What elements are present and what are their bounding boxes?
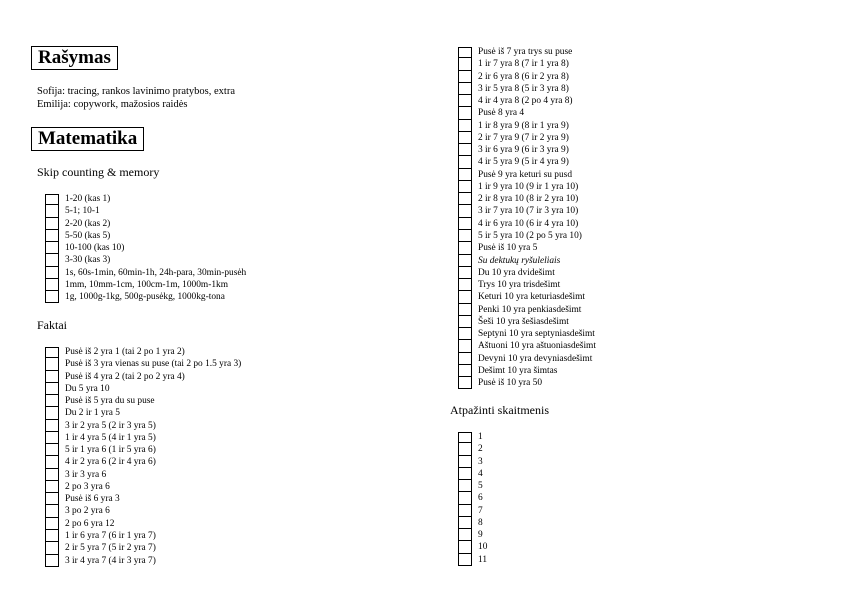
checklist-item-label: 2 ir 7 yra 9 (7 ir 2 yra 9): [478, 132, 569, 143]
checklist-item: [45, 530, 241, 542]
checklist-item-label: 2 po 3 yra 6: [65, 481, 110, 492]
checklist-item-label: 1 ir 6 yra 7 (6 ir 1 yra 7): [65, 530, 156, 541]
checklist-item: [45, 242, 246, 254]
checklist-item-label: Du 5 yra 10: [65, 383, 110, 394]
checklist-item: [458, 169, 596, 181]
checklist-item-label: 3 ir 5 yra 8 (5 ir 3 yra 8): [478, 83, 569, 94]
checklist-item: [458, 71, 596, 83]
checklist-item-label: 1g, 1000g-1kg, 500g-pusėkg, 1000kg-tona: [65, 292, 225, 303]
checklist-item-label: Trys 10 yra trisdešimt: [478, 280, 561, 291]
checkbox[interactable]: [45, 530, 59, 542]
checklist-item: [458, 328, 596, 340]
checklist-item-label: 2-20 (kas 2): [65, 218, 111, 229]
checklist-item: [45, 505, 241, 517]
checklist-item-label: 10: [478, 542, 488, 553]
checklist-item: [45, 407, 241, 419]
checkbox[interactable]: [45, 493, 59, 505]
checklist-item: [458, 316, 596, 328]
checklist-item: [458, 529, 487, 541]
checklist-item-label: 10-100 (kas 10): [65, 243, 125, 254]
checkbox[interactable]: [45, 432, 59, 444]
checkbox[interactable]: [45, 420, 59, 432]
writing-line-sofija: Sofija: tracing, rankos lavinimo pratybos, extra: [37, 86, 235, 97]
checklist-item-label: Aštuoni 10 yra aštuoniasdešimt: [478, 341, 596, 352]
checklist-item: [458, 120, 596, 132]
checklist-item: [458, 279, 596, 291]
checklist-item-label: 3 po 2 yra 6: [65, 506, 110, 517]
skip-counting-title: Skip counting & memory: [37, 165, 160, 179]
checklist-item-label: 2 ir 5 yra 7 (5 ir 2 yra 7): [65, 543, 156, 554]
checkbox[interactable]: [458, 554, 472, 566]
checklist-item-label: 6: [478, 493, 483, 504]
checklist-item: [45, 358, 241, 370]
checklist-item: [45, 420, 241, 432]
checklist-item: [458, 431, 487, 443]
checklist-item-label: 9: [478, 530, 483, 541]
checkbox[interactable]: [458, 304, 472, 316]
checklist-item: [458, 95, 596, 107]
checklist-item: [45, 267, 246, 279]
checkbox[interactable]: [458, 541, 472, 553]
checklist-item-label: 4 ir 2 yra 6 (2 ir 4 yra 6): [65, 457, 156, 468]
checkbox[interactable]: [458, 107, 472, 119]
checklist-item: [458, 144, 596, 156]
checkbox[interactable]: [45, 383, 59, 395]
checkbox[interactable]: [45, 267, 59, 279]
checkbox[interactable]: [458, 377, 472, 389]
checklist-item-label: Pusė iš 4 yra 2 (tai 2 po 2 yra 4): [65, 371, 185, 382]
checklist-item-label: 2 ir 6 yra 8 (6 ir 2 yra 8): [478, 71, 569, 82]
checklist-item-label: Šeši 10 yra šešiasdešimt: [478, 316, 569, 327]
writing-heading: Rašymas: [31, 46, 118, 70]
checklist-item-label: Pusė iš 5 yra du su puse: [65, 396, 155, 407]
checklist-item-label: Pusė iš 2 yra 1 (tai 2 po 1 yra 2): [65, 347, 185, 357]
checklist-item: [458, 340, 596, 352]
checklist-item-label: 5: [478, 481, 483, 492]
checklist-item: [45, 432, 241, 444]
checklist-item-label: Du 10 yra dvidešimt: [478, 267, 555, 278]
checklist-item-label: Penki 10 yra penkiasdešimt: [478, 304, 582, 315]
checkbox[interactable]: [458, 242, 472, 254]
checklist-item-label: 1 ir 4 yra 5 (4 ir 1 yra 5): [65, 432, 156, 443]
checklist-item: [45, 205, 246, 217]
checkbox[interactable]: [45, 481, 59, 493]
facts-continued-list: [458, 46, 596, 389]
checklist-item-label: Keturi 10 yra keturiasdešimt: [478, 292, 586, 303]
checklist-item: [45, 542, 241, 554]
checkbox[interactable]: [458, 83, 472, 95]
checklist-item-label: 11: [478, 554, 488, 565]
checkbox[interactable]: [458, 255, 472, 267]
checklist-item-label: 1 ir 8 yra 9 (8 ir 1 yra 9): [478, 120, 569, 131]
checkbox[interactable]: [45, 371, 59, 383]
checkbox[interactable]: [458, 492, 472, 504]
checklist-item-label: Su dektukų ryšuleliais: [478, 255, 561, 266]
math-heading: Matematika: [31, 127, 144, 151]
checklist-item-label: 1-20 (kas 1): [65, 194, 111, 204]
checkbox[interactable]: [458, 316, 472, 328]
checklist-item: [45, 481, 241, 493]
checkbox[interactable]: [458, 95, 472, 107]
checkbox[interactable]: [458, 529, 472, 541]
digits-title: Atpažinti skaitmenis: [450, 403, 549, 417]
checkbox[interactable]: [458, 181, 472, 193]
checklist-item: [45, 469, 241, 481]
checklist-item-label: Devyni 10 yra devyniasdešimt: [478, 353, 593, 364]
checklist-item: [45, 254, 246, 266]
checkbox[interactable]: [458, 71, 472, 83]
checklist-item: [458, 132, 596, 144]
checklist-item: [458, 291, 596, 303]
checklist-item: [458, 156, 596, 168]
checklist-item-label: Du 2 ir 1 yra 5: [65, 408, 120, 419]
checkbox[interactable]: [458, 120, 472, 132]
checkbox[interactable]: [45, 456, 59, 468]
checklist-item-label: 1 ir 7 yra 8 (7 ir 1 yra 8): [478, 59, 569, 70]
checkbox[interactable]: [45, 469, 59, 481]
checklist-item: [458, 304, 596, 316]
checklist-item: [458, 365, 596, 377]
checklist-item-label: 3 ir 7 yra 10 (7 ir 3 yra 10): [478, 206, 579, 217]
checklist-item: [458, 377, 596, 389]
checkbox[interactable]: [458, 517, 472, 529]
checklist-item: [458, 480, 487, 492]
checklist-item-label: 1mm, 10mm-1cm, 100cm-1m, 1000m-1km: [65, 279, 229, 290]
checkbox[interactable]: [45, 242, 59, 254]
checklist-item-label: Pusė 8 yra 4: [478, 108, 525, 119]
checkbox[interactable]: [458, 291, 472, 303]
checklist-item-label: Pusė 9 yra keturi su pusd: [478, 169, 573, 180]
checklist-item-label: 8: [478, 517, 483, 528]
facts-list: [45, 346, 241, 567]
checklist-item: [458, 492, 487, 504]
checkbox[interactable]: [458, 156, 472, 168]
checkbox[interactable]: [458, 47, 472, 58]
checkbox[interactable]: [45, 358, 59, 370]
checklist-item: [458, 107, 596, 119]
checklist-item: [45, 371, 241, 383]
checkbox[interactable]: [45, 555, 59, 567]
checklist-item: [45, 444, 241, 456]
checkbox[interactable]: [45, 444, 59, 456]
checkbox[interactable]: [458, 267, 472, 279]
checkbox[interactable]: [45, 505, 59, 517]
checkbox[interactable]: [458, 132, 472, 144]
writing-line-emilija: Emilija: copywork, mažosios raidės: [37, 99, 188, 110]
checkbox[interactable]: [458, 218, 472, 230]
checklist-item-label: 2 po 6 yra 12: [65, 518, 115, 529]
checklist-item-label: 4 ir 4 yra 8 (2 po 4 yra 8): [478, 96, 573, 107]
checkbox[interactable]: [45, 218, 59, 230]
checklist-item: [45, 291, 246, 303]
checklist-item-label: 3 ir 4 yra 7 (4 ir 3 yra 7): [65, 555, 156, 566]
checklist-item: [45, 346, 241, 358]
checkbox[interactable]: [458, 480, 472, 492]
checkbox[interactable]: [458, 328, 472, 340]
checklist-item-label: 5-1; 10-1: [65, 206, 100, 217]
checklist-item-label: 1: [478, 432, 483, 442]
checklist-item: [458, 456, 487, 468]
checkbox[interactable]: [45, 347, 59, 358]
checklist-item-label: 3 ir 2 yra 5 (2 ir 3 yra 5): [65, 420, 156, 431]
checkbox[interactable]: [458, 193, 472, 205]
checkbox[interactable]: [45, 194, 59, 205]
checklist-item: [458, 353, 596, 365]
checkbox[interactable]: [45, 205, 59, 217]
checkbox[interactable]: [458, 205, 472, 217]
checklist-item: [45, 518, 241, 530]
checklist-item: [45, 383, 241, 395]
checklist-item: [45, 555, 241, 567]
checkbox[interactable]: [458, 353, 472, 365]
checklist-item-label: Pusė iš 10 yra 50: [478, 378, 543, 389]
checkbox[interactable]: [458, 230, 472, 242]
checkbox[interactable]: [458, 443, 472, 455]
checkbox[interactable]: [45, 542, 59, 554]
checklist-item: [458, 554, 487, 566]
checklist-item-label: 4: [478, 468, 483, 479]
checklist-item: [458, 58, 596, 70]
checklist-item: [458, 443, 487, 455]
checkbox[interactable]: [45, 291, 59, 303]
checklist-item: [45, 218, 246, 230]
checklist-item-label: 2 ir 8 yra 10 (8 ir 2 yra 10): [478, 194, 579, 205]
checklist-item: [45, 230, 246, 242]
checklist-item-label: Pusė iš 3 yra vienas su puse (tai 2 po 1.5 yra 3): [65, 359, 242, 370]
checklist-item: [458, 181, 596, 193]
checklist-item: [458, 193, 596, 205]
checklist-item: [458, 46, 596, 58]
checklist-item: [45, 456, 241, 468]
checklist-item-label: 4 ir 6 yra 10 (6 ir 4 yra 10): [478, 218, 579, 229]
checklist-item: [45, 395, 241, 407]
checklist-item: [45, 493, 241, 505]
checklist-item-label: 5 ir 5 yra 10 (2 po 5 yra 10): [478, 230, 582, 241]
checklist-item-label: 3 ir 3 yra 6: [65, 469, 107, 480]
checklist-item-label: Pusė iš 10 yra 5: [478, 243, 538, 254]
checkbox[interactable]: [458, 58, 472, 70]
checkbox[interactable]: [45, 230, 59, 242]
checklist-item-label: 1s, 60s-1min, 60min-1h, 24h-para, 30min-pusėh: [65, 267, 247, 278]
checklist-item-label: Dešimt 10 yra šimtas: [478, 365, 558, 376]
checklist-item: [458, 205, 596, 217]
checkbox[interactable]: [458, 432, 472, 443]
checklist-item-label: 4 ir 5 yra 9 (5 ir 4 yra 9): [478, 157, 569, 168]
checkbox[interactable]: [458, 468, 472, 480]
checkbox[interactable]: [458, 169, 472, 181]
checkbox[interactable]: [45, 407, 59, 419]
checklist-item-label: 1 ir 9 yra 10 (9 ir 1 yra 10): [478, 181, 579, 192]
checklist-item: [458, 242, 596, 254]
checklist-item-label: 3-30 (kas 3): [65, 255, 111, 266]
checkbox[interactable]: [45, 279, 59, 291]
checklist-item: [458, 505, 487, 517]
checklist-item: [458, 218, 596, 230]
checkbox[interactable]: [45, 518, 59, 530]
checklist-item: [458, 468, 487, 480]
checklist-item: [458, 83, 596, 95]
checklist-item: [458, 517, 487, 529]
checklist-item: [458, 230, 596, 242]
checklist-item: [458, 255, 596, 267]
checklist-item: [458, 541, 487, 553]
checklist-item: [458, 267, 596, 279]
checkbox[interactable]: [458, 365, 472, 377]
checklist-item-label: 2: [478, 444, 483, 455]
checklist-item-label: Pusė iš 7 yra trys su puse: [478, 47, 573, 57]
checklist-item: [45, 279, 246, 291]
checklist-item-label: 3: [478, 456, 483, 467]
checklist-item-label: 3 ir 6 yra 9 (6 ir 3 yra 9): [478, 145, 569, 156]
checkbox[interactable]: [458, 144, 472, 156]
checklist-item-label: Pusė iš 6 yra 3: [65, 494, 120, 505]
checkbox[interactable]: [45, 254, 59, 266]
facts-title: Faktai: [37, 318, 67, 332]
checkbox[interactable]: [458, 340, 472, 352]
checklist-item-label: 5-50 (kas 5): [65, 230, 111, 241]
checkbox[interactable]: [458, 456, 472, 468]
checkbox[interactable]: [458, 279, 472, 291]
checkbox[interactable]: [458, 505, 472, 517]
skip-counting-list: [45, 193, 246, 303]
checklist-item-label: 7: [478, 505, 483, 516]
checklist-item-label: Septyni 10 yra septyniasdešimt: [478, 329, 595, 340]
checklist-item-label: 5 ir 1 yra 6 (1 ir 5 yra 6): [65, 445, 156, 456]
checkbox[interactable]: [45, 395, 59, 407]
checklist-item: [45, 193, 246, 205]
digits-list: [458, 431, 487, 566]
